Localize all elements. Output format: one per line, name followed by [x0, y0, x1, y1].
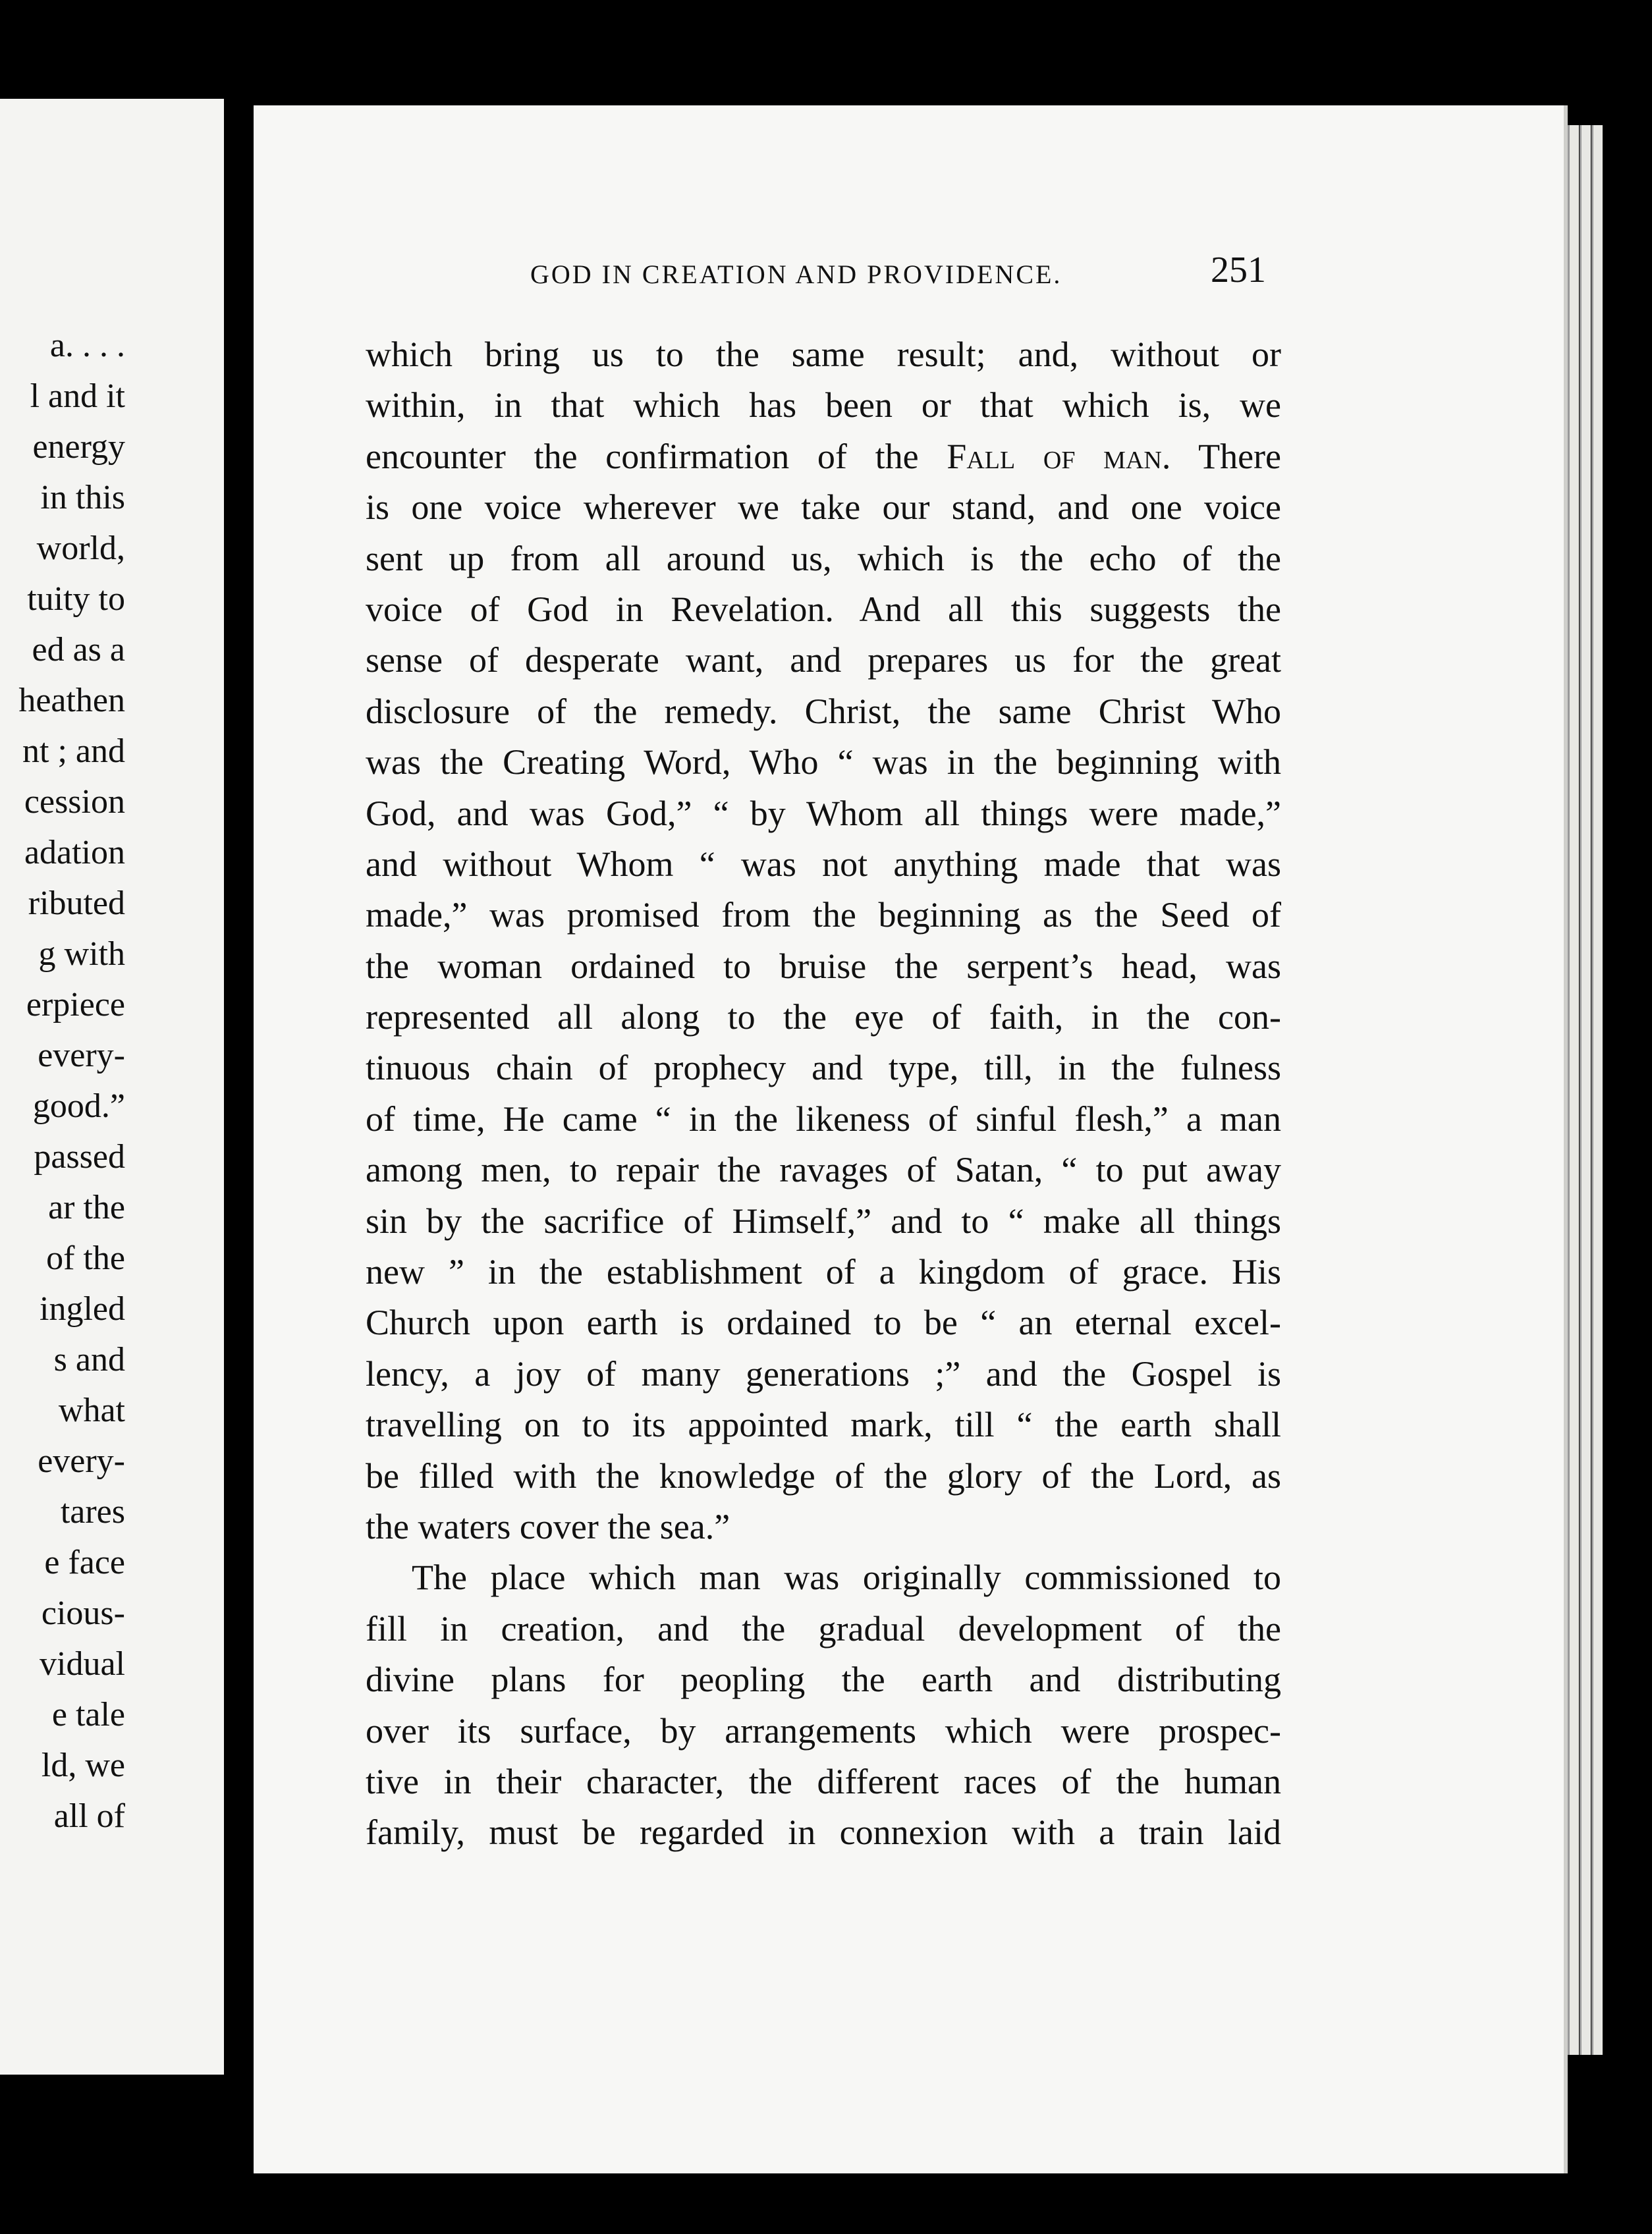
- small-caps-phrase: Fall of man: [947, 436, 1162, 476]
- text-line: be filled with the knowledge of the glory of the Lord, as: [366, 1456, 1281, 1496]
- left-page-line: in this: [40, 479, 125, 516]
- left-page-line: erpiece: [26, 986, 125, 1023]
- text-line: voice of God in Revelation. And all this suggests the: [366, 589, 1281, 629]
- text-line: the woman ordained to bruise the serpent’s head, was: [366, 946, 1281, 986]
- text-line: Church upon earth is ordained to be “ an eternal excel-: [366, 1303, 1281, 1343]
- text-line: and without Whom “ was not anything made that was: [366, 844, 1281, 884]
- left-page-line: cession: [24, 783, 125, 821]
- text-line: the waters cover the sea.”: [366, 1506, 730, 1546]
- left-page-line: cious-: [41, 1594, 125, 1632]
- page-edge: [1591, 125, 1603, 2055]
- page-edge: [1568, 125, 1579, 2055]
- text-line: tive in their character, the different races of the human: [366, 1761, 1281, 1801]
- text-line: encounter the confirmation of the Fall of man. There: [366, 436, 1281, 476]
- text-line: sense of desperate want, and prepares us for the great: [366, 640, 1281, 680]
- left-page-line: every-: [38, 1442, 125, 1480]
- book-gutter: [224, 99, 254, 2075]
- text-line: family, must be regarded in connexion with a train laid: [366, 1812, 1281, 1853]
- left-page-line: ld, we: [41, 1747, 125, 1784]
- left-page-line: ributed: [28, 885, 125, 922]
- left-page-line: s and: [53, 1341, 125, 1378]
- left-page-line: ingled: [40, 1290, 125, 1328]
- text-line: is one voice wherever we take our stand, and one voice: [366, 487, 1281, 528]
- left-page-line: nt ; and: [22, 732, 125, 770]
- body-text: [366, 329, 1281, 1859]
- left-page-line: world,: [36, 530, 125, 567]
- left-page-line: tuity to: [27, 580, 125, 618]
- text-line: which bring us to the same result; and, without or: [366, 335, 1281, 374]
- left-facing-page: [0, 99, 224, 2075]
- text-line: divine plans for peopling the earth and distributing: [366, 1660, 1281, 1700]
- left-page-line: tares: [60, 1493, 125, 1531]
- text-line: sent up from all around us, which is the echo of the: [366, 538, 1281, 578]
- text-line: travelling on to its appointed mark, till “ the earth shall: [366, 1405, 1281, 1445]
- left-page-line: e tale: [51, 1696, 125, 1733]
- left-page-line: good.”: [32, 1087, 125, 1125]
- text-line: tinuous chain of prophecy and type, till, in the fulness: [366, 1048, 1281, 1088]
- left-page-line: ar the: [48, 1189, 125, 1226]
- text-line: new ” in the establishment of a kingdom of grace. His: [366, 1252, 1281, 1292]
- text-line: among men, to repair the ravages of Satan, “ to put away: [366, 1150, 1281, 1190]
- left-page-line: heathen: [18, 682, 125, 719]
- left-page-line: adation: [24, 834, 125, 871]
- text-line: God, and was God,” “ by Whom all things were made,”: [366, 793, 1281, 833]
- left-page-line: a. . . .: [49, 327, 125, 364]
- left-page-line: passed: [34, 1138, 125, 1176]
- text-line: disclosure of the remedy. Christ, the same Christ Who: [366, 691, 1281, 731]
- text-line: of time, He came “ in the likeness of sinful flesh,” a man: [366, 1099, 1281, 1139]
- left-page-line: e face: [44, 1544, 125, 1581]
- text-line: was the Creating Word, Who “ was in the beginning with: [366, 742, 1281, 782]
- left-page-line: what: [58, 1392, 125, 1429]
- left-page-line: vidual: [40, 1645, 125, 1683]
- left-page-line: energy: [32, 428, 125, 466]
- text-line: lency, a joy of many generations ;” and the Gospel is: [366, 1353, 1281, 1394]
- text-line: within, in that which has been or that which is, we: [366, 385, 1281, 425]
- left-page-line: all of: [53, 1797, 125, 1835]
- text-line: represented all along to the eye of faith, in the con-: [366, 997, 1281, 1037]
- left-page-line: ed as a: [32, 631, 125, 668]
- text-line: sin by the sacrifice of Himself,” and to “ make all things: [366, 1201, 1281, 1241]
- left-page-line: g with: [38, 935, 125, 973]
- text-line: made,” was promised from the beginning as the Seed of: [366, 895, 1281, 935]
- text-line: The place which man was originally commissioned to: [412, 1558, 1281, 1598]
- left-page-line: l and it: [30, 377, 125, 415]
- page-number: 251: [1211, 250, 1266, 290]
- page-edge: [1580, 125, 1591, 2055]
- text-line: fill in creation, and the gradual development of the: [366, 1608, 1281, 1648]
- text-line: over its surface, by arrangements which were prospec-: [366, 1710, 1281, 1751]
- left-page-line: of the: [46, 1240, 125, 1277]
- running-title: GOD IN CREATION AND PROVIDENCE.: [530, 259, 1062, 289]
- left-page-line: every-: [38, 1037, 125, 1074]
